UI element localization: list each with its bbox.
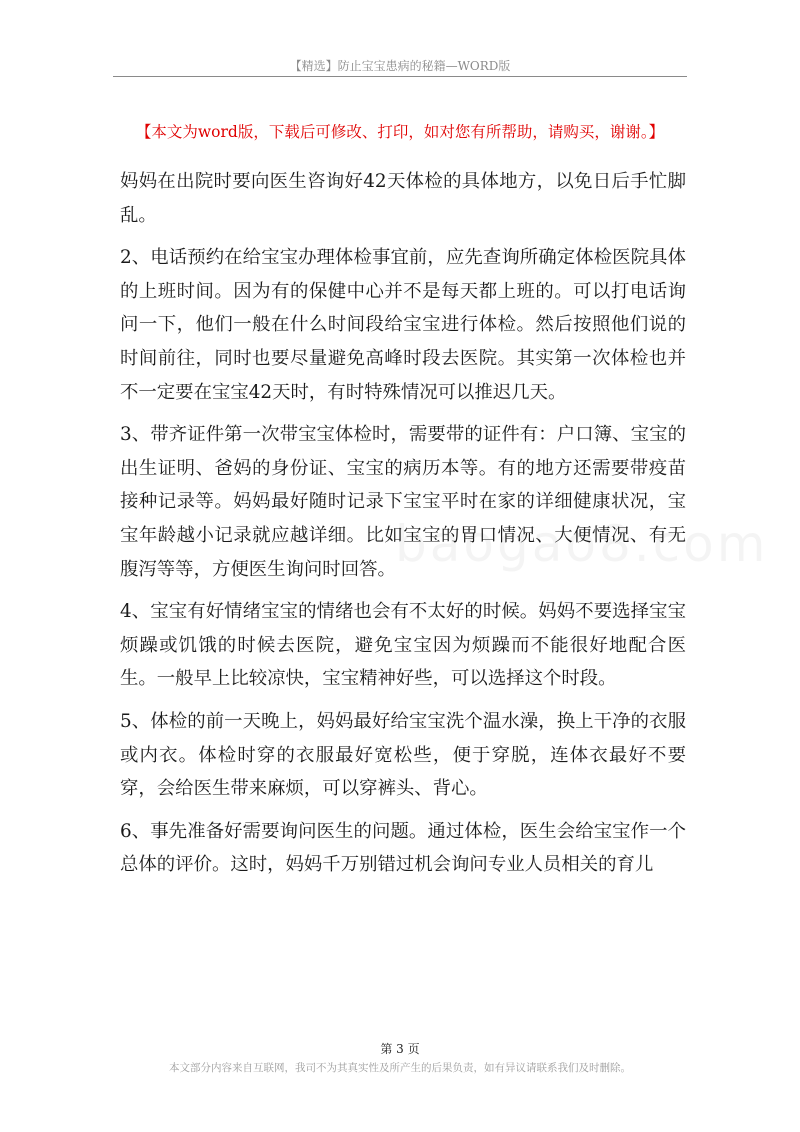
- paragraph: 5、体检的前一天晚上，妈妈最好给宝宝洗个温水澡，换上干净的衣服或内衣。体检时穿的衣服最好宽松些，便于穿脱，连体衣最好不要穿，会给医生带来麻烦，可以穿裤头、背心。: [120, 710, 686, 800]
- document-body: [120, 165, 686, 891]
- page-number: 第 3 页: [380, 1042, 420, 1056]
- document-header-title: 【精选】防止宝宝患病的秘籍—WORD版: [289, 59, 511, 73]
- header-divider: [113, 76, 687, 77]
- footer-disclaimer: 本文部分内容来自互联网，我司不为其真实性及所产生的后果负责，如有异议请联系我们及时删除。: [169, 1062, 631, 1074]
- download-notice: 【本文为word版，下载后可修改、打印，如对您有所帮助，请购买，谢谢。】: [135, 123, 665, 141]
- paragraph: 3、带齐证件第一次带宝宝体检时，需要带的证件有：户口簿、宝宝的出生证明、爸妈的身份证、宝宝的病历本等。有的地方还需要带疫苗接种记录等。妈妈最好随时记录下宝宝平时在家的详细健康状况，宝宝年龄越小记录就应越详细。比如宝宝的胃口情况、大便情况、有无腹泻等等，方便医生询问时回答。: [120, 424, 686, 580]
- paragraph: 6、事先准备好需要询问医生的问题。通过体检，医生会给宝宝作一个总体的评价。这时，妈妈千万别错过机会询问专业人员相关的育儿: [120, 820, 686, 876]
- paragraph: 2、电话预约在给宝宝办理体检事宜前，应先查询所确定体检医院具体的上班时间。因为有的保健中心并不是每天都上班的。可以打电话询问一下，他们一般在什么时间段给宝宝进行体检。然后按照他们说的时间前往，同时也要尽量避免高峰时段去医院。其实第一次体检也并不一定要在宝宝42天时，有时特殊情况可以推迟几天。: [120, 247, 686, 403]
- paragraph: 妈妈在出院时要向医生咨询好42天体检的具体地方，以免日后手忙脚乱。: [120, 171, 686, 226]
- paragraph: 4、宝宝有好情绪宝宝的情绪也会有不太好的时候。妈妈不要选择宝宝烦躁或饥饿的时候去医院，避免宝宝因为烦躁而不能很好地配合医生。一般早上比较凉快，宝宝精神好些，可以选择这个时段。: [120, 601, 686, 690]
